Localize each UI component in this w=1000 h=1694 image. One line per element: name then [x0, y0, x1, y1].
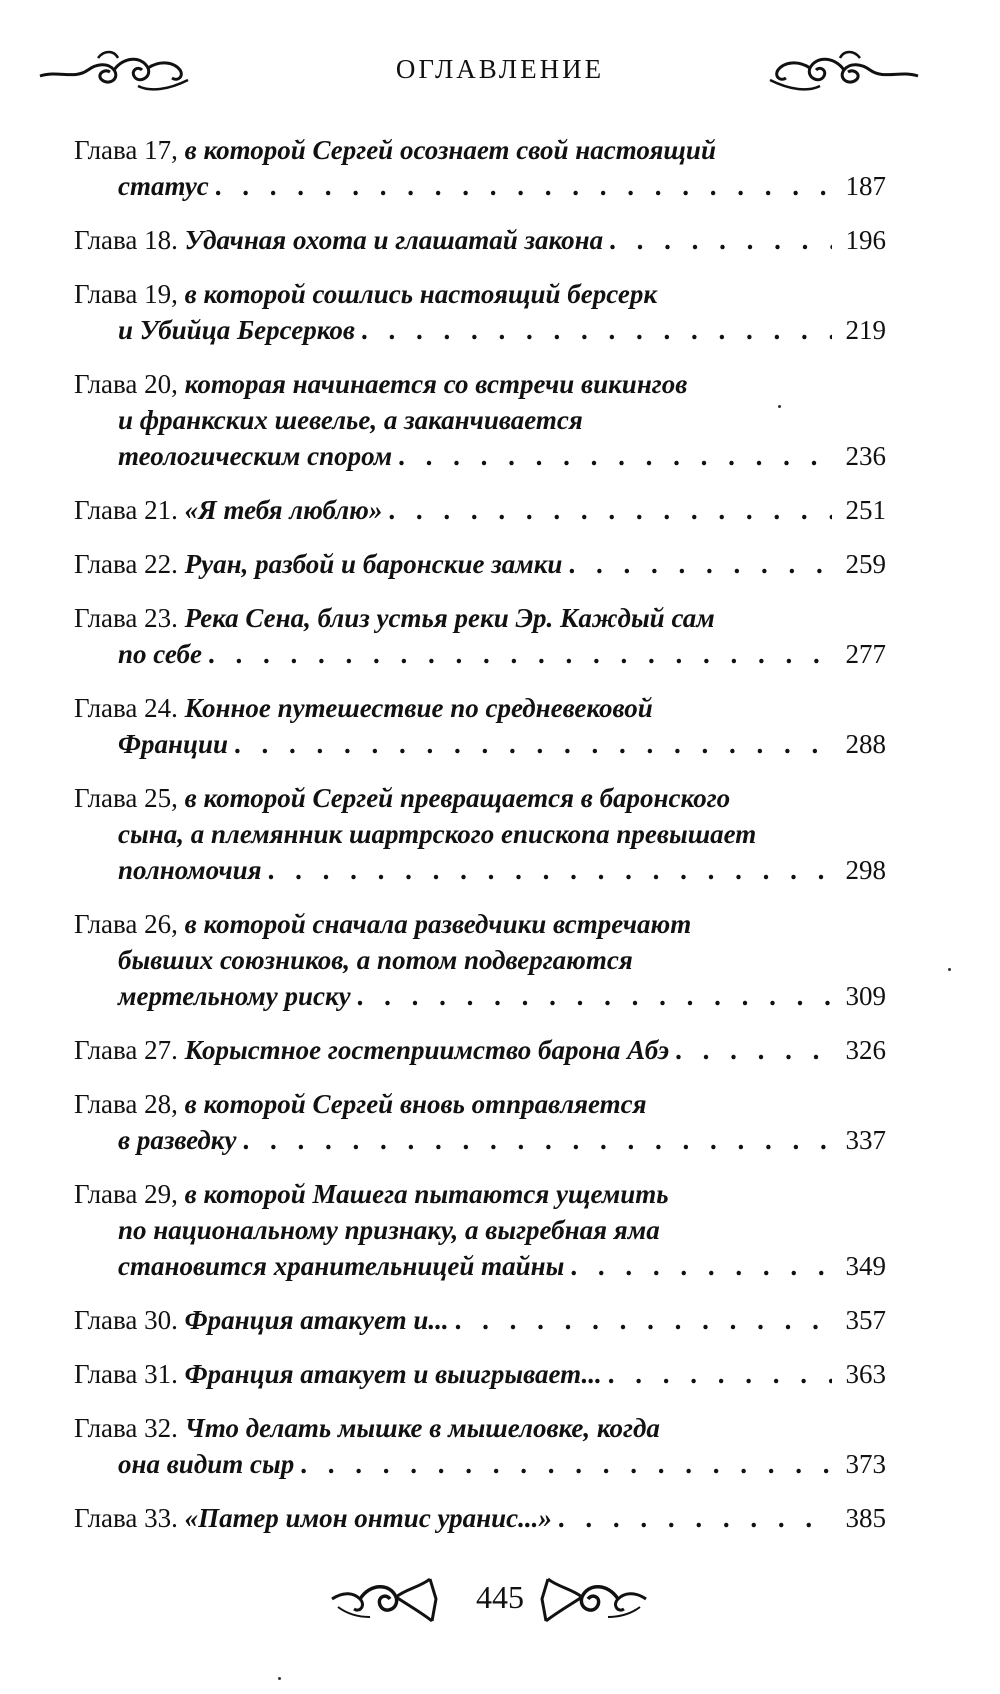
toc-entry-line	[74, 1302, 886, 1338]
toc-entry-line	[74, 726, 886, 762]
chapter-page-number: 385	[845, 1503, 886, 1533]
toc-entry-line	[74, 636, 886, 672]
dot-leader	[388, 492, 832, 528]
toc-entry-line	[74, 492, 886, 528]
chapter-page-number: 337	[845, 1125, 886, 1155]
toc-entry-line	[74, 1212, 886, 1248]
toc-entry-line	[74, 168, 886, 204]
chapter-page-number: 236	[845, 441, 886, 471]
chapter-title: Франции	[118, 729, 228, 759]
chapter-label: Глава 27.	[74, 1035, 178, 1065]
toc-entry	[74, 600, 886, 672]
page-footer	[0, 1555, 1000, 1635]
chapter-page-number: 251	[845, 495, 886, 525]
toc-entry-line	[74, 1032, 886, 1068]
toc-entry	[74, 906, 886, 1014]
chapter-label: Глава 19,	[74, 279, 178, 309]
toc-entry-line	[74, 1500, 886, 1536]
chapter-title: и франкских шевелье, а заканчивается	[118, 405, 583, 435]
chapter-label: Глава 25,	[74, 783, 178, 813]
chapter-label: Глава 29,	[74, 1179, 178, 1209]
chapter-title: Река Сена, близ устья реки Эр. Каждый сам	[184, 603, 715, 633]
chapter-label: Глава 20,	[74, 369, 178, 399]
chapter-title: по себе	[118, 639, 202, 669]
toc-entry-line	[74, 546, 886, 582]
dot-leader	[398, 438, 832, 474]
paper-speck	[948, 968, 951, 971]
chapter-title: в которой Машега пытаются ущемить	[184, 1179, 669, 1209]
chapter-title: становится хранительницей тайны	[118, 1251, 565, 1281]
chapter-label: Глава 33.	[74, 1503, 178, 1533]
chapter-title: она видит сыр	[118, 1449, 295, 1479]
toc-entry-line	[74, 366, 886, 402]
toc-entry-line	[74, 600, 886, 636]
chapter-title: мертельному риску	[118, 981, 351, 1011]
chapter-title: «Патер имон онтис уранис...»	[184, 1503, 552, 1533]
chapter-title: Франция атакует и...	[184, 1305, 449, 1335]
page-number: 445	[476, 1579, 524, 1615]
dot-leader	[208, 636, 832, 672]
footer-right-ornament-icon	[528, 1569, 648, 1629]
toc-entry-line	[74, 1086, 886, 1122]
toc-entry-line	[74, 942, 886, 978]
chapter-page-number: 288	[845, 729, 886, 759]
toc-entry	[74, 690, 886, 762]
dot-leader	[608, 1356, 832, 1392]
chapter-label: Глава 26,	[74, 909, 178, 939]
toc-entry	[74, 276, 886, 348]
chapter-title: в которой сошлись настоящий берсерк	[184, 279, 658, 309]
toc-entry	[74, 1086, 886, 1158]
dot-leader	[609, 222, 832, 258]
chapter-label: Глава 28,	[74, 1089, 178, 1119]
chapter-title: Что делать мышке в мышеловке, когда	[184, 1413, 660, 1443]
chapter-title: Франция атакует и выигрывает...	[184, 1359, 602, 1389]
dot-leader	[455, 1302, 832, 1338]
toc-entry-line	[74, 978, 886, 1014]
chapter-page-number: 357	[845, 1305, 886, 1335]
chapter-title: Корыстное гостеприимство барона Абэ	[184, 1035, 670, 1065]
toc-entry-line	[74, 438, 886, 474]
chapter-title: полномочия	[118, 855, 262, 885]
toc-entry-line	[74, 852, 886, 888]
toc-entry	[74, 1410, 886, 1482]
toc-entry-line	[74, 906, 886, 942]
chapter-title: по национальному признаку, а выгребная яма	[118, 1215, 660, 1245]
toc-entry-line	[74, 1410, 886, 1446]
toc-entry-line	[74, 1248, 886, 1284]
page-title: ОГЛАВЛЕНИЕ	[395, 54, 605, 84]
chapter-page-number: 363	[845, 1359, 886, 1389]
toc-entry-line	[74, 1356, 886, 1392]
dot-leader	[242, 1122, 832, 1158]
chapter-label: Глава 23.	[74, 603, 178, 633]
chapter-page-number: 298	[845, 855, 886, 885]
chapter-title: бывших союзников, а потом подвергаются	[118, 945, 633, 975]
toc-entry	[74, 1500, 886, 1536]
chapter-title: которая начинается со встречи викингов	[184, 369, 688, 399]
toc-entry	[74, 492, 886, 528]
chapter-label: Глава 22.	[74, 549, 178, 579]
toc-entry-line	[74, 690, 886, 726]
toc-entry	[74, 222, 886, 258]
dot-leader	[300, 1446, 832, 1482]
running-header	[0, 40, 1000, 100]
toc-entry	[74, 366, 886, 474]
toc-entry-line	[74, 1122, 886, 1158]
chapter-title: Удачная охота и глашатай закона	[184, 225, 604, 255]
dot-leader	[234, 726, 832, 762]
chapter-label: Глава 24.	[74, 693, 178, 723]
chapter-title: «Я тебя люблю»	[184, 495, 383, 525]
chapter-title: в которой Сергей осознает свой настоящий	[184, 135, 716, 165]
toc-entry	[74, 546, 886, 582]
toc-entry	[74, 1032, 886, 1068]
toc-entry-line	[74, 1176, 886, 1212]
chapter-title: Конное путешествие по средневековой	[184, 693, 653, 723]
chapter-page-number: 309	[845, 981, 886, 1011]
toc-entry-line	[74, 816, 886, 852]
paper-speck	[778, 405, 781, 408]
toc-entry-line	[74, 222, 886, 258]
chapter-page-number: 187	[845, 171, 886, 201]
toc-entry-line	[74, 1446, 886, 1482]
chapter-page-number: 349	[845, 1251, 886, 1281]
chapter-title: статус	[118, 171, 209, 201]
toc-entry-line	[74, 312, 886, 348]
chapter-label: Глава 30.	[74, 1305, 178, 1335]
dot-leader	[361, 312, 832, 348]
chapter-label: Глава 21.	[74, 495, 178, 525]
toc-entry	[74, 1356, 886, 1392]
chapter-title: в которой Сергей превращается в баронского	[184, 783, 731, 813]
paper-speck	[278, 1677, 281, 1680]
toc-entry	[74, 1176, 886, 1284]
right-flourish-ornament-icon	[760, 40, 920, 100]
chapter-page-number: 259	[845, 549, 886, 579]
toc-entry	[74, 1302, 886, 1338]
dot-leader	[268, 852, 832, 888]
toc-entry	[74, 132, 886, 204]
chapter-page-number: 326	[845, 1035, 886, 1065]
dot-leader	[558, 1500, 832, 1536]
chapter-title: в которой Сергей вновь отправляется	[184, 1089, 647, 1119]
chapter-label: Глава 18.	[74, 225, 178, 255]
chapter-page-number: 277	[845, 639, 886, 669]
dot-leader	[568, 546, 832, 582]
chapter-page-number: 373	[845, 1449, 886, 1479]
dot-leader	[357, 978, 832, 1014]
chapter-page-number: 219	[845, 315, 886, 345]
toc-entry	[74, 780, 886, 888]
table-of-contents	[74, 132, 886, 1554]
toc-entry-line	[74, 276, 886, 312]
toc-entry-line	[74, 402, 886, 438]
dot-leader	[570, 1248, 832, 1284]
chapter-title: сына, а племянник шартрского епископа превышает	[118, 819, 757, 849]
chapter-title: Руан, разбой и баронские замки	[184, 549, 563, 579]
toc-entry-line	[74, 132, 886, 168]
dot-leader	[215, 168, 832, 204]
chapter-title: и Убийца Берсерков	[118, 315, 355, 345]
chapter-label: Глава 17,	[74, 135, 178, 165]
chapter-title: теологическим спором	[118, 441, 393, 471]
dot-leader	[675, 1032, 832, 1068]
chapter-label: Глава 31.	[74, 1359, 178, 1389]
chapter-label: Глава 32.	[74, 1413, 178, 1443]
chapter-title: в которой сначала разведчики встречают	[184, 909, 692, 939]
chapter-title: в разведку	[118, 1125, 237, 1155]
toc-entry-line	[74, 780, 886, 816]
chapter-page-number: 196	[845, 225, 886, 255]
